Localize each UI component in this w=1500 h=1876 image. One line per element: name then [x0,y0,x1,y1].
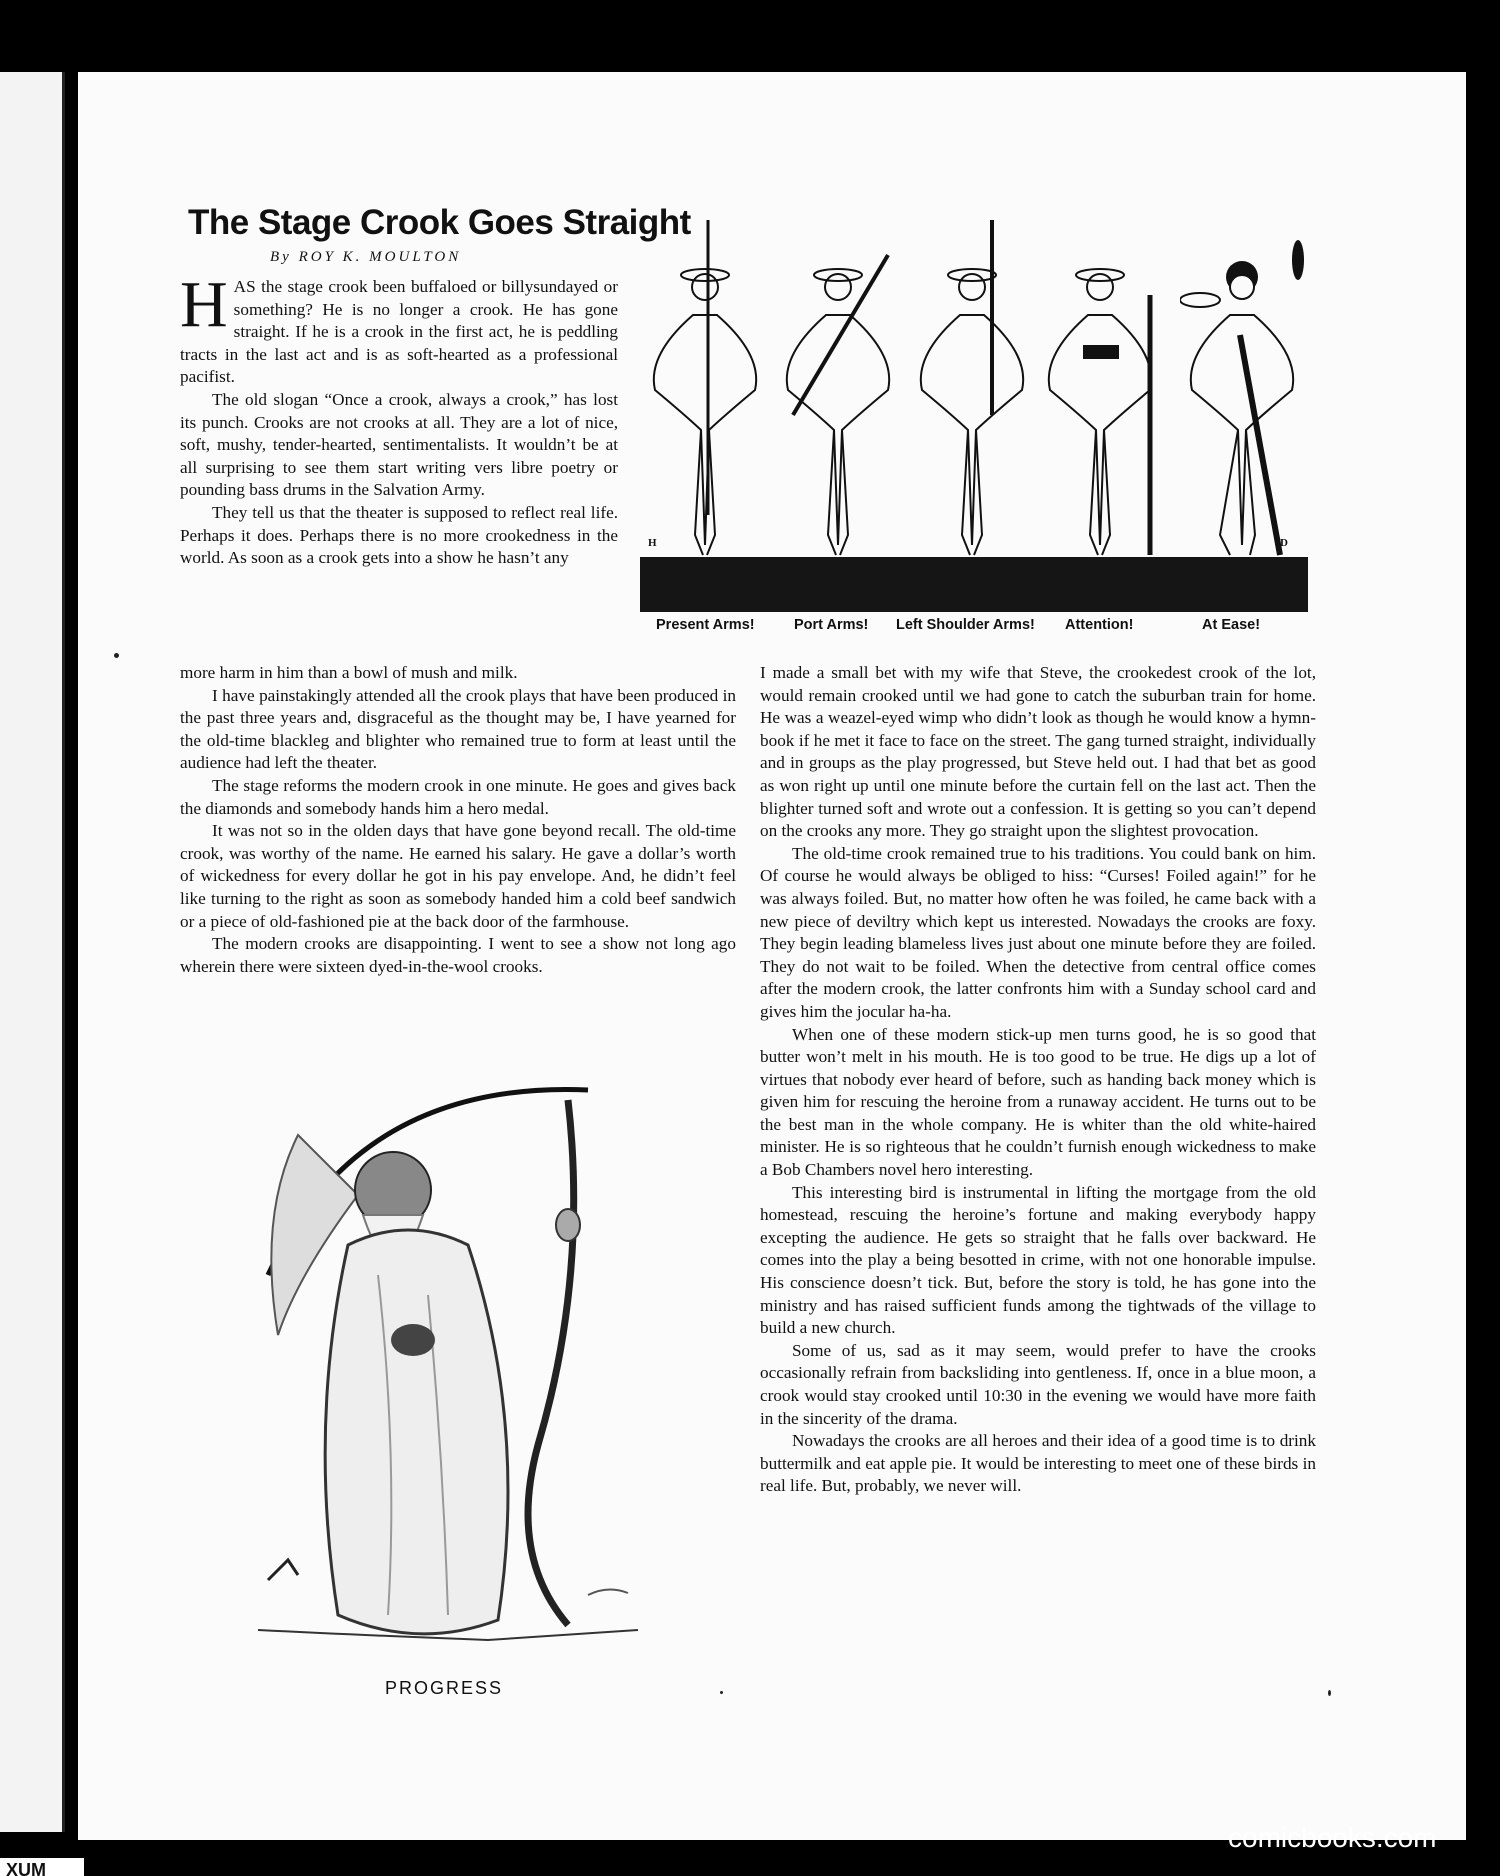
paragraph: I have painstakingly attended all the crook plays that have been produced in the past three years and, disgraceful as the thought may be, I have yearned for the old-time blackleg and blighter who remained true to form at least until the audience had left the theater. [180,685,736,773]
paragraph: Nowadays the crooks are all heroes and their idea of a good time is to drink buttermilk and eat apple pie. It would be interesting to meet one of these birds in real life. But, probably, we never will. [760,1431,1316,1496]
corner-tag: XUM [0,1858,84,1876]
paragraph: more harm in him than a bowl of mush and milk. [180,663,518,682]
left-page-edge [0,72,65,1832]
paragraph: They tell us that the theater is supposed to reflect real life. Perhaps it does. Perhaps there is no more crookedness in the world. As soon as a crook gets into a show he hasn’t any [180,502,618,568]
caption-attention: Attention! [1065,617,1134,633]
page-speck [1328,1690,1331,1696]
paragraph [180,268,618,389]
artist-initial-right: D [1280,537,1288,549]
caption-left-shoulder-arms: Left Shoulder Arms! [896,617,1035,633]
caption-at-ease: At Ease! [1202,617,1261,633]
paragraph: The modern crooks are disappointing. I went to see a show not long ago wherein there were sixteen dyed-in-the-wool crooks. [180,934,736,976]
drop-cap: H [180,268,228,341]
column-1-bottom [180,662,736,978]
paragraph: It was not so in the olden days that have gone beyond recall. The old-time crook, was worthy of the name. He earned his salary. He gave a dollar’s worth of wickedness for every dollar he got in his pay envelope. And, he didn’t feel like turning to the right as soon as somebody handed him a cold beef sandwich or a piece of old-fashioned pie at the back door of the farmhouse. [180,821,736,931]
column-2 [760,662,1316,1498]
paragraph-text: AS the stage crook been buffaloed or billysundayed or something? He is no longer a crook. He has gone straight. If he is a crook in the first act, he is peddling tracts in the last act and is as soft-hearted as a professional pacifist. [180,277,618,387]
caption-present-arms: Present Arms! [656,617,755,633]
site-watermark: comicbooks.com [1228,1822,1437,1853]
artist-initial-left: H [648,537,657,549]
page-speck [720,1691,723,1694]
paragraph: The old slogan “Once a crook, always a crook,” has lost its punch. Crooks are not crooks at all. They are a lot of nice, soft, mushy, tender-hearted, sentimentalists. It wouldn’t be at all surprising to see them start writing vers libre poetry or pounding bass drums in the Salvation Army. [180,389,618,500]
caption-port-arms: Port Arms! [794,617,869,633]
paragraph: The old-time crook remained true to his traditions. You could bank on him. Of course he would always be obliged to hiss: “Curses! Foiled again!” for he was always foiled. But, no matter how often he was foiled, he came back with a new piece of deviltry which kept us interested. Nowadays the crooks are foxy. They begin leading blameless lives just about one minute before they are foiled. They do not wait to be foiled. When the detective from central office comes after the modern crook, the latter confronts him with a Sunday school card and gives him the jocular ha-ha. [760,843,1316,1021]
reaper-illustration [238,1075,658,1675]
soldier-figure-attention [1045,215,1165,575]
article-title: The Stage Crook Goes Straight [188,203,691,242]
soldier-figure-left-shoulder-arms [912,215,1032,575]
page-speck [114,653,119,658]
soldiers-illustration [640,215,1308,615]
article-byline: By ROY K. MOULTON [270,249,462,265]
soldier-figure-present-arms [645,215,765,575]
column-1-top [180,268,618,570]
paragraph: I made a small bet with my wife that Steve, the crookedest crook of the lot, would remain crooked until we had gone to catch the suburban train for home. He was a weazel-eyed wimp who didn’t look as though he would know a hymn-book if he met it face to face on the street. The gang turned straight, individually and in groups as the play progressed, but Steve held out. I had that bet as good as won right up until one minute before the curtain fell on the last act. Then the blighter turned soft and wrote out a confession. It is getting so you can’t depend on the crooks any more. They go straight upon the slightest provocation. [760,663,1316,841]
reaper-caption: PROGRESS [385,1678,504,1698]
paragraph: When one of these modern stick-up men turns good, he is so good that butter won’t melt in his mouth. He is too good to be true. He digs up a lot of virtues that nobody ever heard of before, such as handing back money which is given him for rescuing the heroine from a runaway accident. He turns out to be the best man in the whole company. He is whiter than the old white-haired minister. He is so righteous that he couldn’t furnish enough wickedness to make a Bob Chambers novel hero interesting. [760,1024,1316,1180]
paragraph: This interesting bird is instrumental in lifting the mortgage from the old homestead, rescuing the heroine’s fortune and making everybody happy excepting the audience. He gets so straight that he falls over backward. He comes into the play a being besotted in crime, with not one honorable impulse. His conscience doesn’t tick. But, before the story is told, he has gone into the ministry and has raised sufficient funds among the tightwads of the village to build a new church. [760,1182,1316,1338]
paragraph: Some of us, sad as it may seem, would prefer to have the crooks occasionally refrain from backsliding into gentleness. If, once in a blue moon, a crook would stay crooked until 10:30 in the evening we would have more faith in the sincerity of the drama. [760,1340,1316,1428]
soldier-figure-at-ease [1180,215,1308,575]
soldier-figure-port-arms [778,215,898,575]
paragraph: The stage reforms the modern crook in one minute. He goes and gives back the diamonds and somebody hands him a hero medal. [180,775,736,818]
